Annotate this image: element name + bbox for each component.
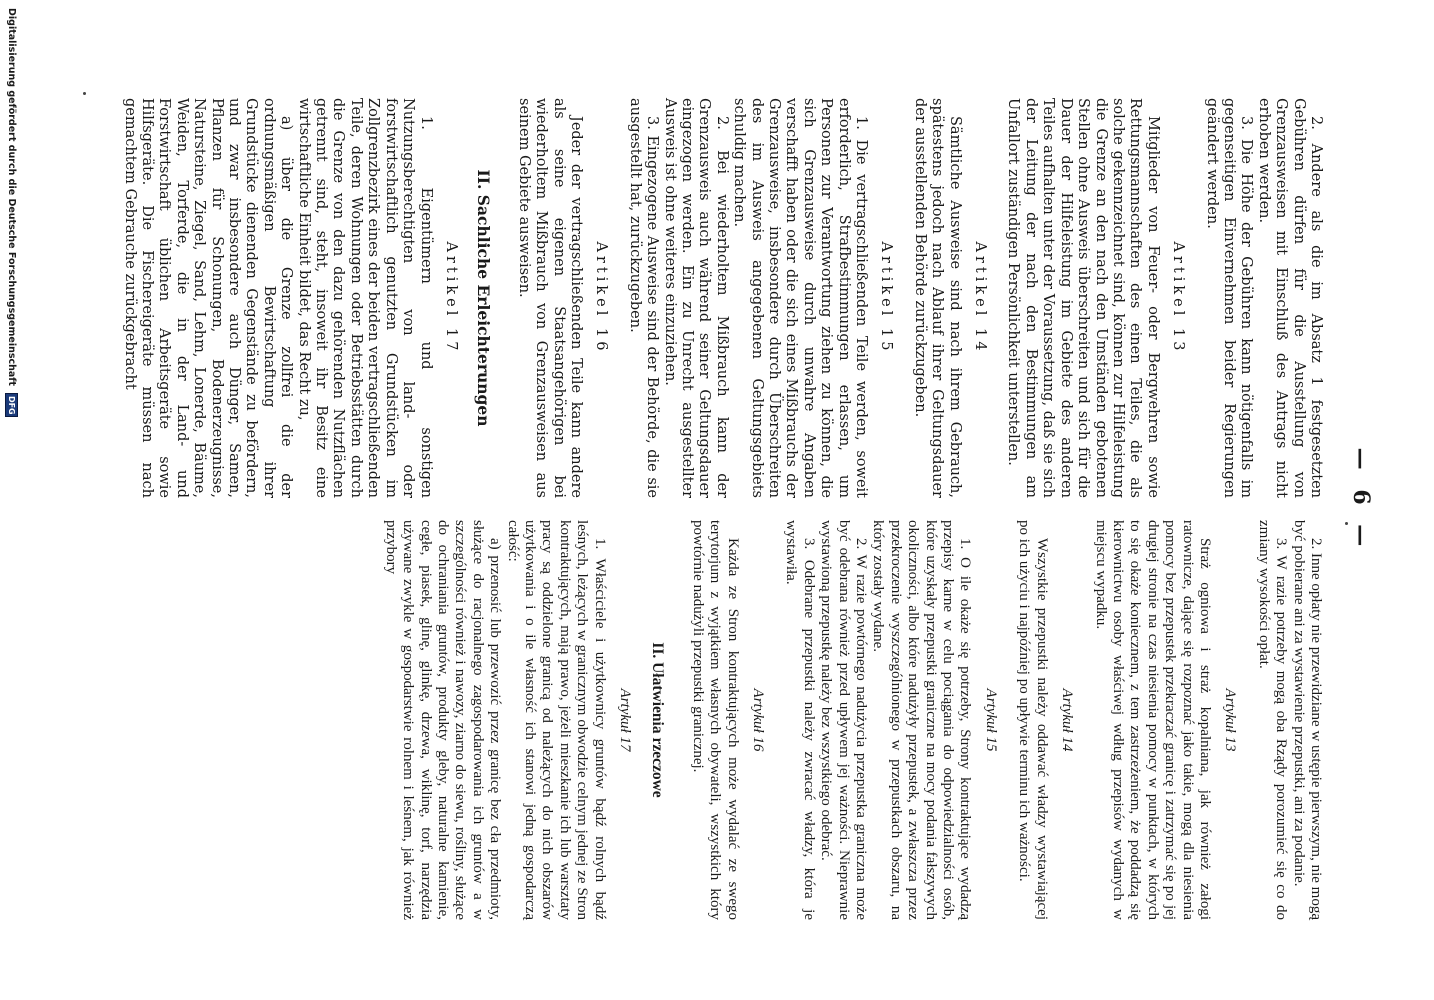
paragraph: 3. Die Höhe der Gebühren kann nötigenfalls im gegenseitigen Einvernehmen beider Regierungen geändert werden. xyxy=(1203,98,1255,498)
ink-speck xyxy=(83,92,86,95)
polish-column xyxy=(381,520,1324,920)
dfg-logo-icon: DFG xyxy=(5,393,18,417)
article-heading: Artikel 13 xyxy=(1170,241,1187,355)
article-heading: Artykuł 13 xyxy=(1222,688,1239,752)
paragraph: 3. Eingezogene Ausweise sind der Behörde, die sie ausgestellt hat, zurückzugeben. xyxy=(626,98,661,498)
paragraph: Jeder der vertragschließenden Teile kann andere als seine eigenen Staatsangehörigen bei wiederholtem Mißbrauch von Grenzausweisen aus seinem Gebiete ausweisen. xyxy=(515,98,584,498)
paragraph: a) przenosić lub przewozić przez granicę bez cła przedmioty, służące do racjonalnego zagospodarowania ich gruntów a w szczególności również i nawozy, ziarno do siewu, rośliny, służące do ochraniania gruntów, produkty gleby, naturalne kamienie, cegłe, piasek, glinę, glinkę, drzewa, wiklinę, torf, narzędzia używane zwykle w gospodarstwie rolnem i leśnem, jak również przybory xyxy=(382,520,504,920)
article-heading: Artykuł 17 xyxy=(617,688,633,752)
paragraph: Wszystkie przepustki należy oddawać władzy wystawiającej po ich użyciu i najpóźniej po upływie terminu ich ważności. xyxy=(1016,520,1050,920)
paragraph: 1. O ile okaże się potrzeby, Strony kontraktujące wydadzą przepisy karne w celu pociągania do odpowiedzialności osób, które uzyskały przepustki graniczne na mocy podania fałszywych okoliczności, albo które nadużyły przepustek, a zwłaszcza przez przekroczenie wyszczególnionego w przepustkach obszaru, na który zostały wydane. xyxy=(870,520,974,920)
paragraph: Mitglieder von Feuer- oder Bergwehren sowie Rettungsmannschaften des einen Teiles, die als solche gekennzeichnet sind, können zur Hilfeleistung die Grenze an den nach den Umständen gebotenen Stellen ohne Ausweis überschreiten und sich für die Dauer der Hilfeleistung im Gebiete des anderen Teiles aufhalten unter der Voraussetzung, daß sie sich der Leitung der nach den Bestimmungen am Unfallort zuständigen Persönlichkeit unterstellen. xyxy=(1005,98,1161,498)
ink-speck xyxy=(1345,522,1348,525)
paragraph: 3. W razie potrzeby mogą oba Rządy porozumieć się co do zmiany wysokości opłat. xyxy=(1255,520,1290,920)
footer-text: Digitalisierung gefördert durch die Deutsche Forschungsgemeinschaft xyxy=(6,8,17,386)
article-heading: Artikel 16 xyxy=(593,241,610,355)
article-heading: Artikel 15 xyxy=(878,241,895,355)
paragraph: 1. Właściciele i użytkownicy gruntów bądź rolnych bądź leśnych, leżących w granicznym obwodzie celnym jednej ze Stron kontraktujących, mają prawo, jeżeli mieszkanie ich lub warsztaty pracy są oddzielone granicą od należących do nich obszarów użytkowania i o ile własność ich stanowi jedną gospodarczą całość: xyxy=(504,520,608,920)
paragraph: 1. Eigentümern und sonstigen Nutzungsberechtigten von land- oder forstwirtschaftlich genutzten Grundstücken im Zollgrenzbezirk eines der beiden vertragschließenden Teile, deren Wohnungen oder Betriebsstätten durch die Grenze von den dazu gehörenden Nutzflächen getrennt sind, steht, insoweit ihr Besitz eine wirtschaftliche Einheit bildet, das Recht zu, xyxy=(295,98,434,498)
section-heading: II. Sachliche Erleichterungen xyxy=(474,169,494,427)
article-heading: Artikel 14 xyxy=(972,241,989,355)
article-heading: Artykuł 15 xyxy=(982,688,999,752)
article-heading: Artykuł 16 xyxy=(750,688,767,752)
paragraph: 2. Inne opłaty nie przewidziane w ustępie pierwszym, nie mogą być pobierane ani za wystawienie przepustki, ani za podanie. xyxy=(1290,520,1324,920)
article-heading: Artikel 17 xyxy=(442,241,459,355)
page-number: — 6 — xyxy=(1348,447,1374,553)
digitization-footer xyxy=(0,0,22,1000)
paragraph: 2. W razie powtórnego nadużycia przepustka graniczna może być odebrana również przed upływem jej ważności. Nieprawnie wystawioną przepustkę należy bez wszystkiego odebrać. xyxy=(818,520,870,920)
article-heading: Artykuł 14 xyxy=(1059,688,1076,752)
paragraph: Sämtliche Ausweise sind nach ihrem Gebrauch, spätestens jedoch nach Ablauf ihrer Geltungsdauer der ausstellenden Behörde zurückzugeben. xyxy=(911,98,963,498)
paragraph: 3. Odebrane przepustki należy zwracać władzy, która je wystawiła. xyxy=(783,520,817,920)
paragraph: 2. Andere als die im Absatz 1 festgesetzten Gebühren dürfen für die Ausstellung von Grenzausweisen mit Einschluß des Antrags nicht erhoben werden. xyxy=(1255,98,1324,498)
paragraph: Straż ogniowa i straż kopalniana, jak również załogi ratownicze, dające się rozpoznać jako takie, mogą dla niesienia pomocy bez przepustek przekraczać granicę i zatrzymać się po jej drugiej stronie na czas niesienia pomocy w punktach, w których to się okaże koniecznem, z tem zastrzeżeniem, że poddadzą się kierownictwu osoby właściwej wdług przepisów wydanych w miejscu wypadku. xyxy=(1092,520,1213,920)
german-column xyxy=(120,98,1324,498)
paragraph: 2. Bei wiederholtem Mißbrauch kann der Grenzausweis auch während seiner Geltungsdauer eingezogen werden. Ein zu Unrecht ausgestellter Ausweis ist ohne weiteres einzuziehen. xyxy=(661,98,730,498)
paragraph: 1. Die vertragschließenden Teile werden, soweit erforderlich, Strafbestimmungen erlassen, um Personen zur Verantwortung ziehen zu können, die sich Grenzausweise durch unwahre Angaben verschafft haben oder die sich eines Mißbrauchs der Grenzausweise, insbesondere durch Überschreiten des im Ausweis angegebenen Geltungsgebiets schuldig machen. xyxy=(731,98,870,498)
paragraph: a) über die Grenze zollfrei die der ordnungsmäßigen Bewirtschaftung ihrer Grundstücke dienenden Gegenstände zu befördern, und zwar insbesondere auch Dünger, Samen, Pflanzen für Schonungen, Bodenerzeugnisse, Natursteine, Ziegel, Sand, Lehm, Lonerde, Bäume, Weiden, Torferde, die in der Land- und Forstwirtschaft üblichen Arbeitsgeräte sowie Hilfsgeräte. Die Fischereigeräte müssen nach gemachtem Gebrauche zurückgebracht xyxy=(121,98,295,498)
section-heading: II. Ułatwienia rzeczowe xyxy=(649,642,667,798)
paragraph: Każda ze Stron kontraktujących może wydalać ze swego terytorjum z wyjątkiem własnych obywateli, wszystkich który powtórnie nadużyli przepustki granicznej. xyxy=(689,520,741,920)
